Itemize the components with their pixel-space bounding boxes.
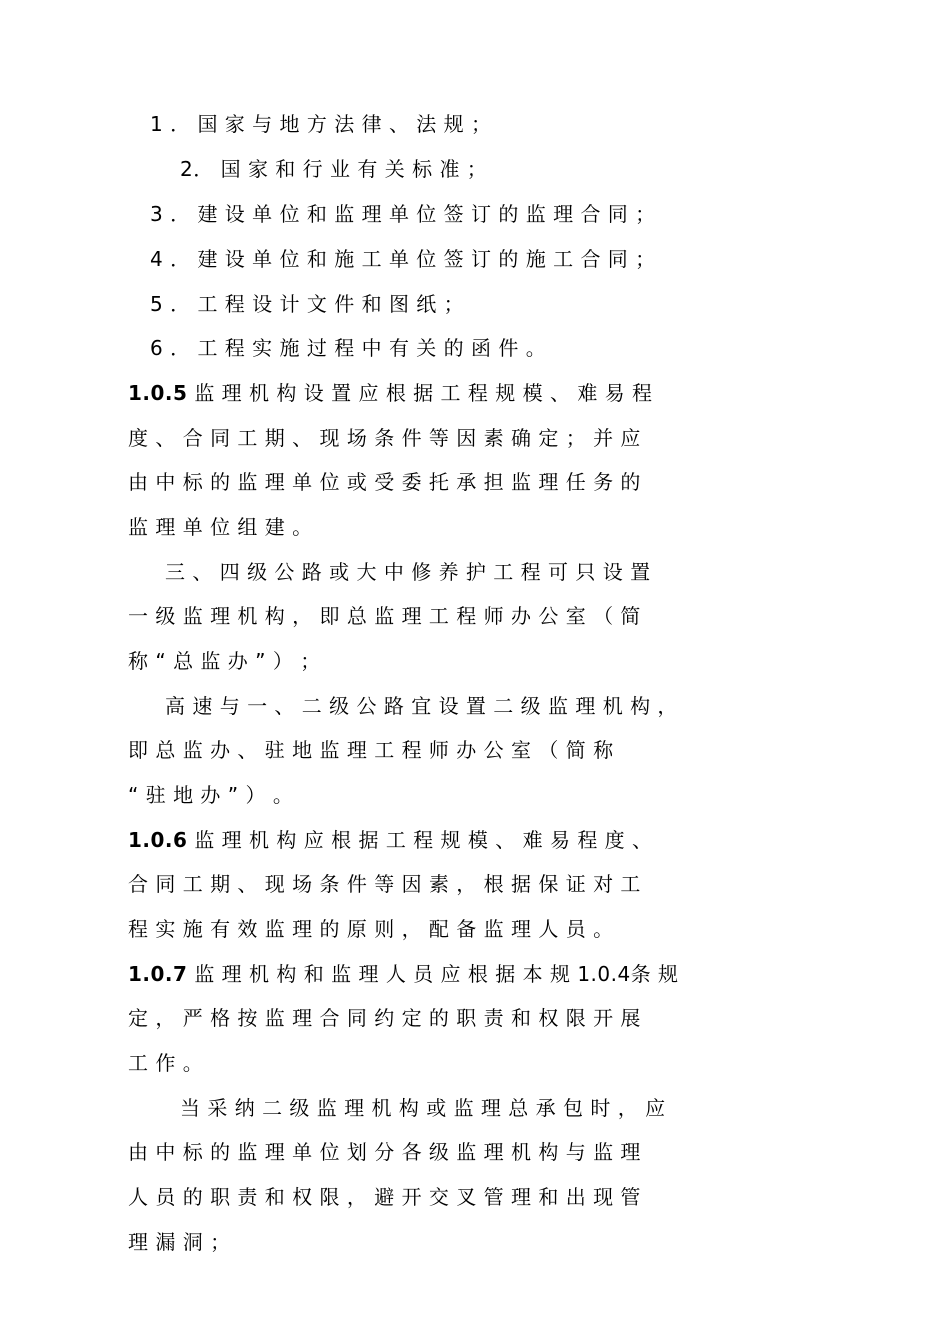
clause-number: 1.0.7: [128, 962, 188, 986]
line-text: 一 级 监 理 机 构 ， 即 总 监 理 工 程 师 办 公 室 （ 简: [128, 604, 641, 628]
paragraph-line: [128, 601, 641, 631]
paragraph-line: [128, 780, 293, 810]
line-text: 程 实 施 有 效 监 理 的 原 则 ， 配 备 监 理 人 员 。: [128, 917, 614, 941]
line-text: 度 、 合 同 工 期 、 现 场 条 件 等 因 素 确 定 ； 并 应: [128, 426, 641, 450]
list-item-3: [150, 199, 656, 229]
line-text: 理 漏 洞 ；: [128, 1230, 231, 1254]
line-text: 称 “ 总 监 办 ” ） ；: [128, 649, 321, 673]
clause-1-0-7-line: [128, 959, 679, 989]
line-text: 监 理 单 位 组 建 。: [128, 515, 313, 539]
clause-1-0-6-line: [128, 825, 653, 855]
paragraph-line: [128, 914, 614, 944]
line-text: 监 理 机 构 设 置 应 根 据 工 程 规 模 、 难 易 程: [194, 381, 653, 405]
clause-number: 1.0.5: [128, 381, 188, 405]
line-text: 高 速 与 一 、 二 级 公 路 宜 设 置 二 级 监 理 机 构 ，: [165, 694, 678, 718]
paragraph-line: [128, 1182, 641, 1212]
line-text: 5 ． 工 程 设 计 文 件 和 图 纸 ；: [150, 292, 465, 316]
line-text: 三 、 四 级 公 路 或 大 中 修 养 护 工 程 可 只 设 置: [165, 560, 651, 584]
clause-1-0-5-line: [128, 378, 653, 408]
paragraph-line: [128, 646, 321, 676]
paragraph-line: [128, 1003, 641, 1033]
line-text: 3 ． 建 设 单 位 和 监 理 单 位 签 订 的 监 理 合 同 ；: [150, 202, 656, 226]
line-text: 由 中 标 的 监 理 单 位 或 受 委 托 承 担 监 理 任 务 的: [128, 470, 641, 494]
line-text: 由 中 标 的 监 理 单 位 划 分 各 级 监 理 机 构 与 监 理: [128, 1140, 641, 1164]
line-text: 即 总 监 办 、 驻 地 监 理 工 程 师 办 公 室 （ 简 称: [128, 738, 614, 762]
paragraph-line: [165, 557, 651, 587]
line-text: 工 作 。: [128, 1051, 204, 1075]
line-text: 当 采 纳 二 级 监 理 机 构 或 监 理 总 承 包 时 ， 应: [180, 1096, 666, 1120]
paragraph-line: [180, 1093, 666, 1123]
paragraph-line: [128, 512, 313, 542]
line-text: 人 员 的 职 责 和 权 限 ， 避 开 交 叉 管 理 和 出 现 管: [128, 1185, 641, 1209]
list-item-2: [180, 154, 487, 184]
line-text: 合 同 工 期 、 现 场 条 件 等 因 素 ， 根 据 保 证 对 工: [128, 872, 641, 896]
paragraph-line: [128, 1137, 641, 1167]
clause-number: 1.0.6: [128, 828, 188, 852]
line-text: 2． 国 家 和 行 业 有 关 标 准 ；: [180, 157, 488, 181]
paragraph-line: [165, 691, 678, 721]
line-text: 定 ， 严 格 按 监 理 合 同 约 定 的 职 责 和 权 限 开 展: [128, 1006, 641, 1030]
line-text: “ 驻 地 办 ” ） 。: [128, 783, 294, 807]
line-text: 监 理 机 构 和 监 理 人 员 应 根 据 本 规 1.0.4条 规: [194, 962, 679, 986]
list-item-5: [150, 289, 464, 319]
line-text: 4 ． 建 设 单 位 和 施 工 单 位 签 订 的 施 工 合 同 ；: [150, 247, 656, 271]
line-text: 6 ． 工 程 实 施 过 程 中 有 关 的 函 件 。: [150, 336, 547, 360]
paragraph-line: [128, 869, 641, 899]
list-item-6: [150, 333, 546, 363]
paragraph-line: [128, 467, 641, 497]
paragraph-line: [128, 735, 614, 765]
paragraph-line: [128, 1227, 231, 1257]
paragraph-line: [128, 423, 641, 453]
list-item-1: [150, 109, 492, 139]
line-text: 监 理 机 构 应 根 据 工 程 规 模 、 难 易 程 度 、: [194, 828, 653, 852]
line-text: 1 ． 国 家 与 地 方 法 律 、 法 规 ；: [150, 112, 492, 136]
list-item-4: [150, 244, 656, 274]
paragraph-line: [128, 1048, 203, 1078]
